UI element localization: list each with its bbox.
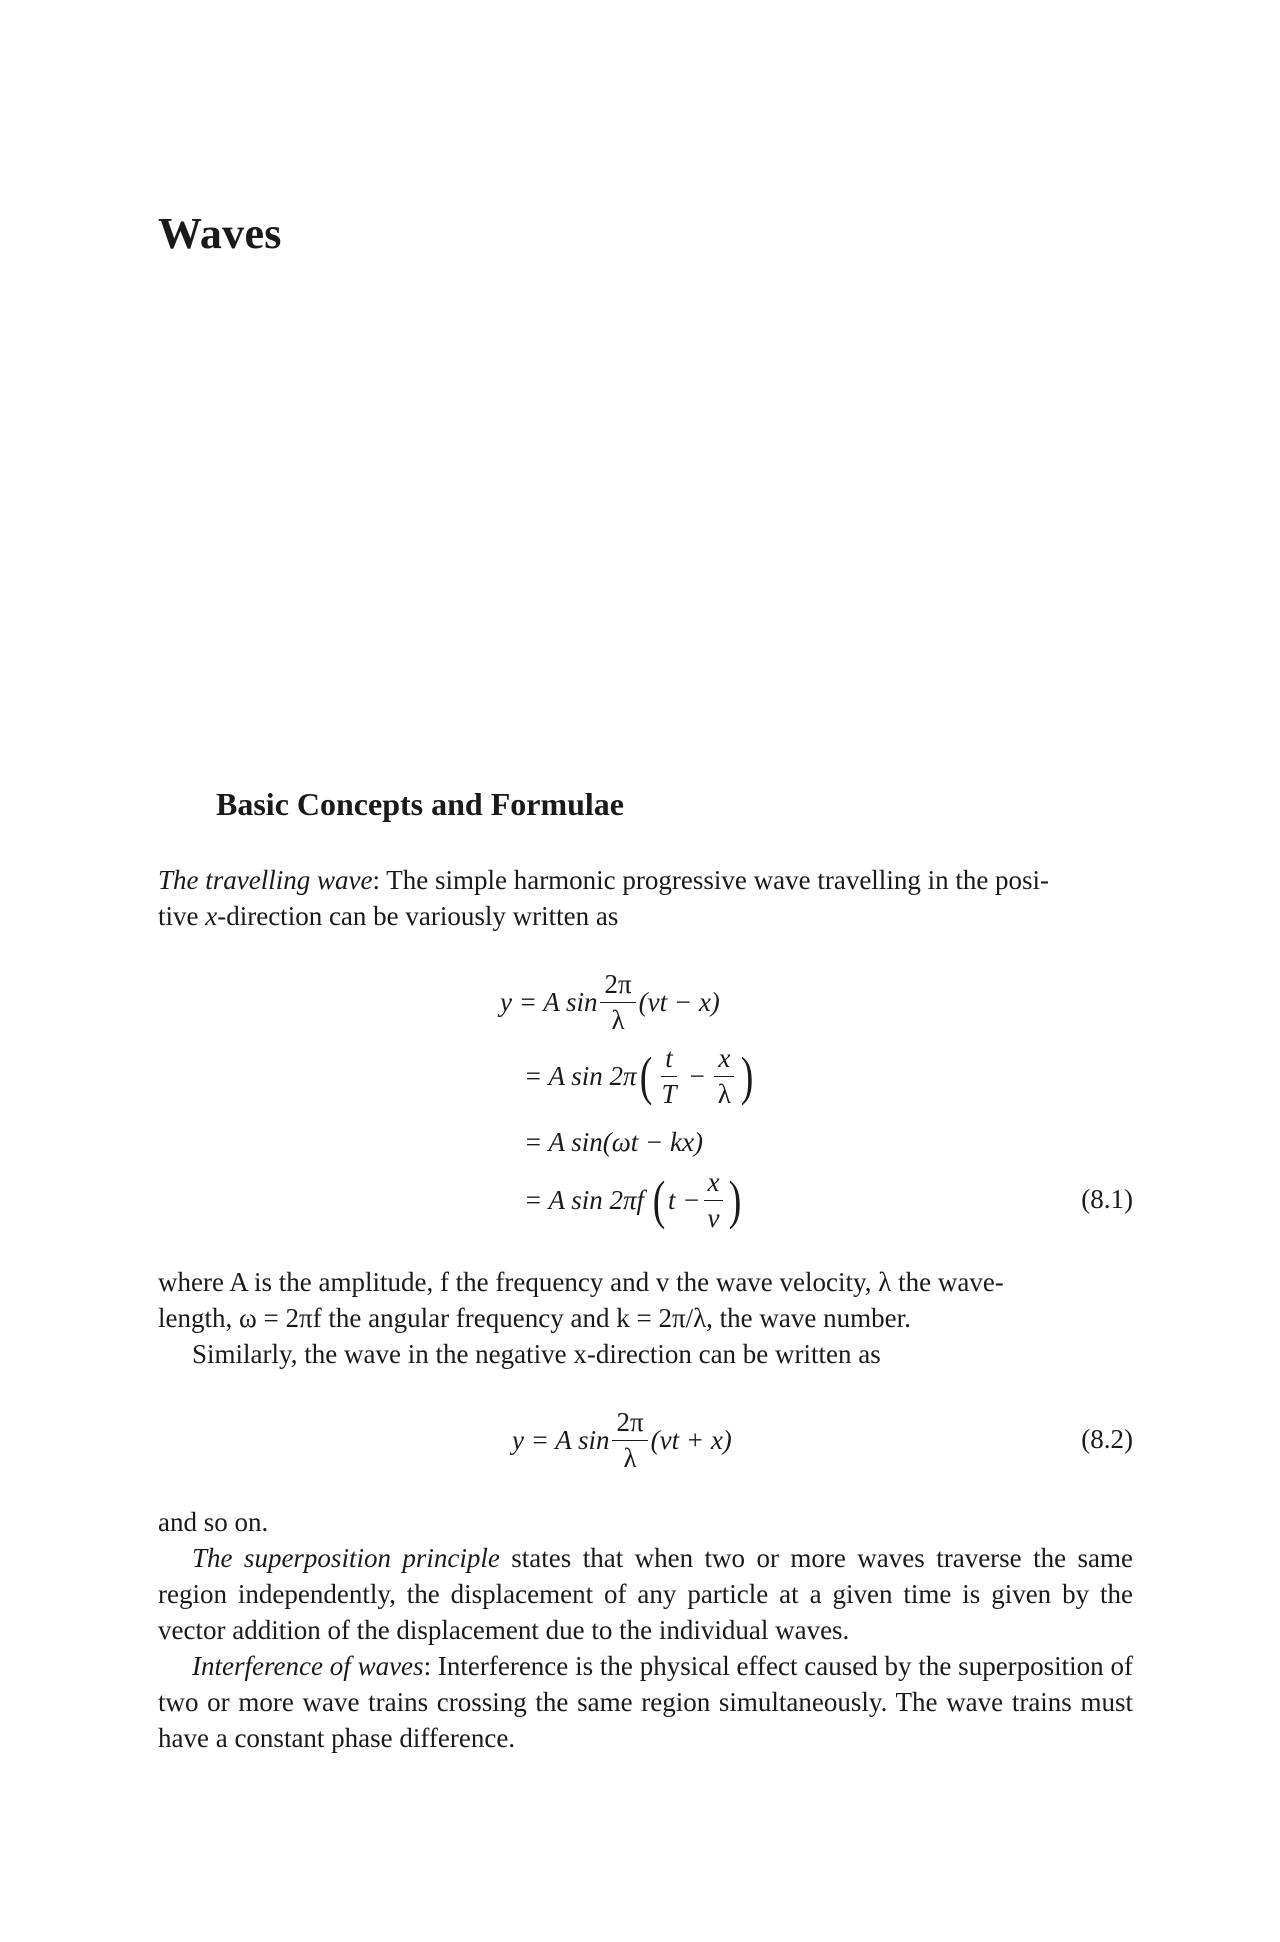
intro-text-a: : The simple harmonic progressive wave travelling in the posi- <box>372 865 1050 895</box>
eq81-frac-2pi-lambda: $\frac{2\pi}{\lambda}$ <box>600 971 635 1034</box>
intro-text-b: tive <box>158 901 206 931</box>
intro-text-c: -direction can be variously written as <box>217 901 619 931</box>
chapter-title: Waves <box>158 209 282 258</box>
eq81-line1: y = A sin $\frac{2\pi}{\lambda}$ (vt − x) <box>500 968 720 1035</box>
and-so-on: and so on. <box>158 1507 269 1537</box>
equation-number-8-2: (8.2) <box>1081 1424 1133 1454</box>
term-travelling-wave: The travelling wave <box>158 865 373 895</box>
negative-direction-paragraph: Similarly, the wave in the negative x-direction can be written as <box>192 1339 881 1369</box>
eq81-line2: = A sin 2π ( $\frac{t}{T}$ − $\frac{x}{\lambda}$ ) <box>524 1042 754 1109</box>
where-line-2: length, ω = 2πf the angular frequency and k = 2π/λ, the wave number. <box>158 1303 911 1333</box>
where-paragraph <box>158 1264 1133 1336</box>
intro-paragraph <box>158 862 1133 934</box>
term-interference-of-waves: Interference of waves <box>192 1651 424 1681</box>
equation-number-8-1: (8.1) <box>1081 1184 1133 1214</box>
intro-var-x: x <box>205 901 218 931</box>
section-heading: Basic Concepts and Formulae <box>216 786 624 822</box>
superposition-paragraph: The superposition principle states that when two or more waves traverse the same region independently, the displacement of any particle at a given time is given by the vector addition of the displacement due to the individual waves. <box>158 1543 1133 1645</box>
eq81-line3: = A sin(ωt − kx) <box>524 1126 703 1157</box>
interference-paragraph: Interference of waves: Interference is the physical effect caused by the superposition of two or more wave trains crossing the same region simultaneously. The wave trains must have a constant phase difference. <box>158 1651 1133 1753</box>
where-line-1: where A is the amplitude, f the frequency and v the wave velocity, λ the wave- <box>158 1267 1004 1297</box>
eq81-line4: = A sin 2πf ( t − $\frac{x}{v}$ ) <box>524 1166 742 1233</box>
term-superposition-principle: The superposition principle <box>192 1543 500 1573</box>
eq82-line: y = A sin $\frac{2\pi}{\lambda}$ (vt + x) <box>512 1406 732 1473</box>
